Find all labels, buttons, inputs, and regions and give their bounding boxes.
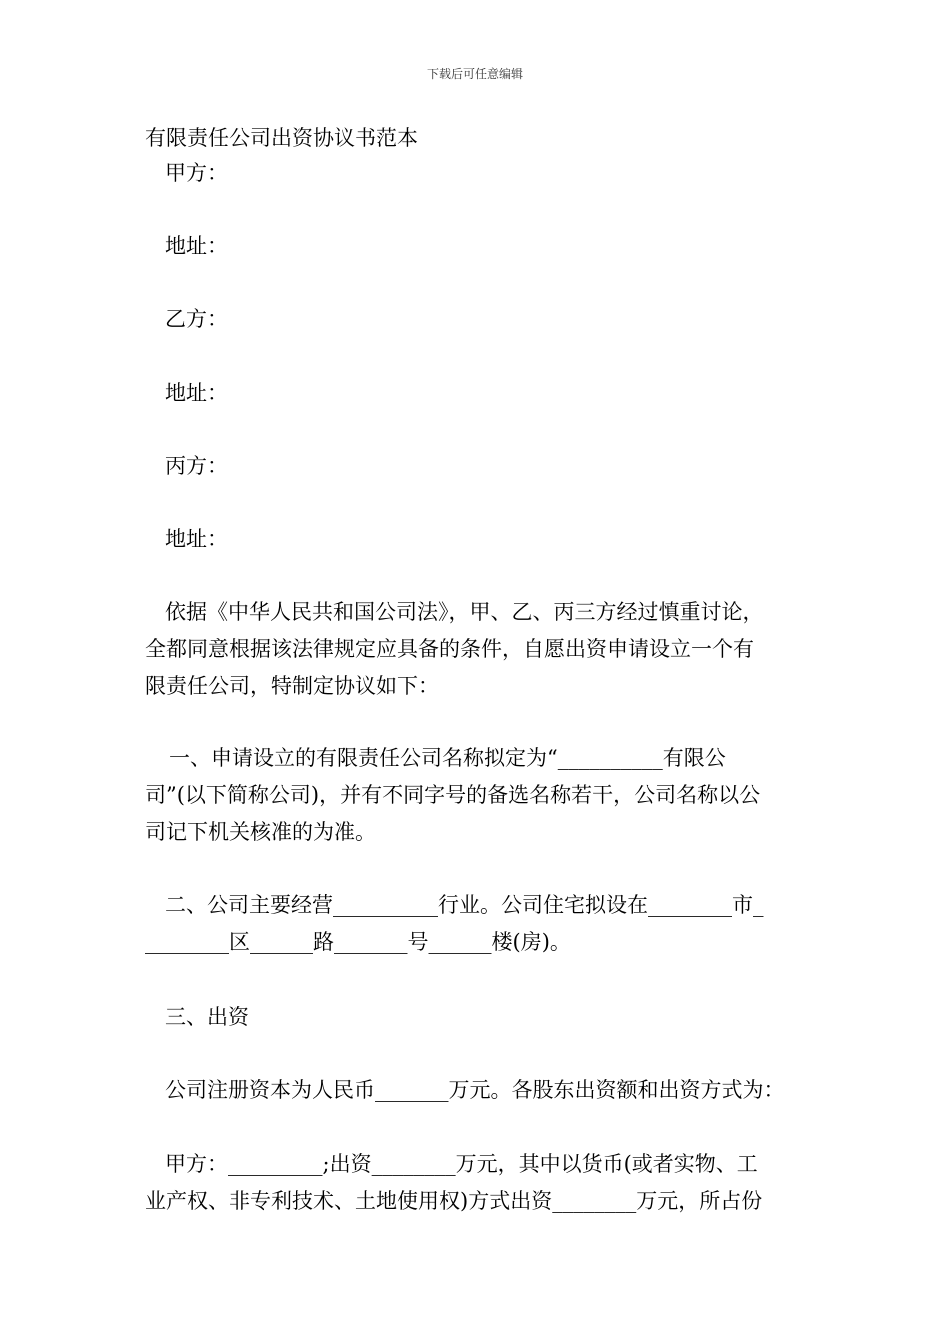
party-a-address-label: 地址：	[165, 234, 228, 258]
clause-2-paragraph	[145, 887, 815, 961]
clause-1-line: 司”(以下简称公司)，并有不同字号的备选名称若干，公司名称以公	[145, 783, 761, 807]
capital-paragraph	[145, 1072, 815, 1109]
clause-2-line: ________区______路_______号______楼(房)。	[145, 930, 571, 954]
party-a-label: 甲方：	[165, 161, 228, 185]
clause-3-heading-row	[145, 999, 815, 1036]
party-a-contribution-line: 业产权、非专利技术、土地使用权)方式出资________万元，所占份	[145, 1189, 763, 1213]
party-c-address-row	[145, 521, 815, 558]
clause-1-paragraph	[145, 740, 815, 851]
party-a-contribution-paragraph	[145, 1146, 815, 1220]
party-b-label-row	[145, 301, 815, 338]
party-c-address-label: 地址：	[165, 527, 228, 551]
preamble-paragraph	[145, 594, 815, 705]
preamble-line: 全都同意根据该法律规定应具备的条件，自愿出资申请设立一个有	[145, 637, 754, 661]
party-c-label-row	[145, 448, 815, 485]
clause-1-line: 一、申请设立的有限责任公司名称拟定为“__________有限公	[169, 746, 726, 770]
party-b-address-label: 地址：	[165, 381, 228, 405]
party-a-label-row	[145, 155, 815, 192]
document-title: 有限责任公司出资协议书范本	[145, 126, 418, 150]
preamble-line: 限责任公司，特制定协议如下：	[145, 674, 439, 698]
party-b-address-row	[145, 375, 815, 412]
capital-line: 公司注册资本为人民币_______万元。各股东出资额和出资方式为：	[165, 1078, 785, 1102]
party-a-address-row	[145, 228, 815, 265]
party-a-contribution-line: 甲方：_________;出资________万元，其中以货币(或者实物、工	[165, 1152, 758, 1176]
page-header-note: 下载后可任意编辑	[426, 67, 523, 81]
clause-3-heading: 三、出资	[165, 1005, 249, 1029]
clause-1-line: 司记下机关核准的为准。	[145, 820, 376, 844]
clause-2-line: 二、公司主要经营__________行业。公司住宅拟设在________市_	[165, 893, 764, 917]
party-b-label: 乙方：	[165, 307, 228, 331]
preamble-line: 依据《中华人民共和国公司法》，甲、乙、丙三方经过慎重讨论，	[165, 600, 764, 624]
party-c-label: 丙方：	[165, 454, 228, 478]
